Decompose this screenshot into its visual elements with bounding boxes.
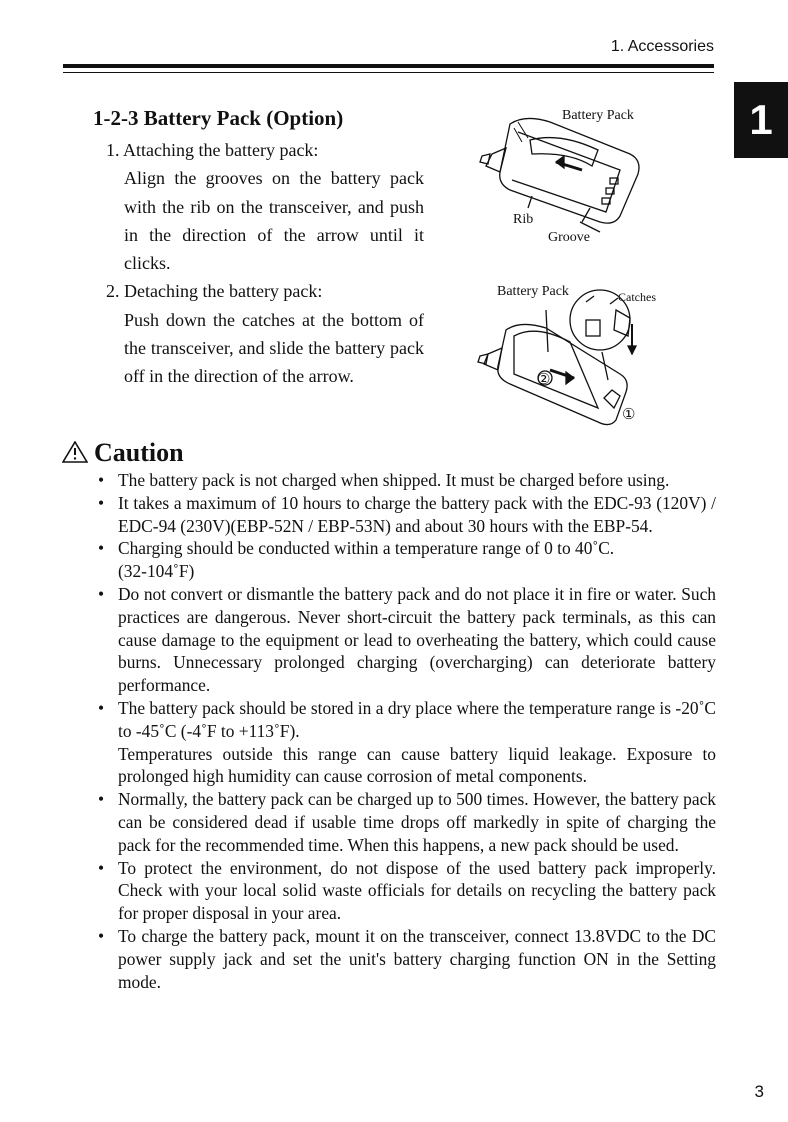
figure1-battery-pack-label: Battery Pack — [562, 108, 634, 123]
caution-title: Caution — [94, 438, 184, 467]
figure2-battery-pack-label: Battery Pack — [497, 284, 569, 299]
caution-list — [98, 469, 716, 993]
caution-heading — [62, 438, 184, 468]
figure-detach-battery — [470, 280, 670, 430]
figure2-catches-label: Catches — [618, 290, 656, 304]
warning-triangle-icon — [62, 441, 88, 463]
caution-item: • Charging should be conducted within a temperature range of 0 to 40˚C. (32-104˚F) — [98, 537, 716, 583]
header-rule-thick — [63, 64, 714, 68]
caution-item: • The battery pack should be stored in a dry place where the temperature range is -20˚C to -45˚C (-4˚F to +113˚F). Temperatures outside this range can cause battery liquid leakage. Exposure to prolonged high humidity can cause corrosion of metal components. — [98, 697, 716, 788]
running-header: 1. Accessories — [610, 38, 714, 55]
caution-item: • Normally, the battery pack can be charged up to 500 times. However, the battery pack can be considered dead if usable time drops off markedly in spite of charging the pack for the recommended time. When this happens, a new pack should be used. — [98, 788, 716, 856]
step-1-body: Align the grooves on the battery pack with the rib on the transceiver, and push in the direction of the arrow until it clicks. — [124, 168, 424, 274]
caution-item: • To charge the battery pack, mount it on the transceiver, connect 13.8VDC to the DC power supply jack and set the unit's battery charging function ON in the Setting mode. — [98, 925, 716, 993]
caution-item: • The battery pack is not charged when shipped. It must be charged before using. — [98, 469, 716, 492]
caution-item: • It takes a maximum of 10 hours to charge the battery pack with the EDC-93 (120V) / EDC-94 (230V)(EBP-52N / EBP-53N) and about 30 hours with the EBP-54. — [98, 492, 716, 538]
steps — [106, 136, 424, 391]
figure1-rib-label: Rib — [513, 212, 534, 227]
section-title: 1-2-3 Battery Pack (Option) — [93, 106, 344, 130]
step-1-title: 1. Attaching the battery pack: — [106, 140, 319, 160]
figure2-step-1-marker: ① — [622, 407, 636, 423]
figure1-groove-label: Groove — [548, 230, 590, 245]
chapter-tab: 1 — [734, 82, 788, 158]
step-2-body: Push down the catches at the bottom of the transceiver, and slide the battery pack off in the direction of the arrow. — [124, 309, 424, 387]
figure-attach-battery — [470, 104, 670, 254]
caution-item: • To protect the environment, do not dispose of the used battery pack improperly. Check with your local solid waste officials for details on recycling the battery pack for proper disposal in your area. — [98, 857, 716, 925]
figure2-step-2-marker: ② — [537, 372, 551, 388]
caution-item: • Do not convert or dismantle the battery pack and do not place it in fire or water. Such practices are dangerous. Never short-circuit the battery pack terminals, as this can cause damage to the equipment or lead to overheating the battery, which could cause burns. Unnecessary prolonged charging (overcharging) can deteriorate battery performance. — [98, 583, 716, 697]
step-2-title: 2. Detaching the battery pack: — [106, 281, 323, 302]
page-number: 3 — [754, 1082, 764, 1101]
header-rule-thin — [63, 72, 714, 73]
